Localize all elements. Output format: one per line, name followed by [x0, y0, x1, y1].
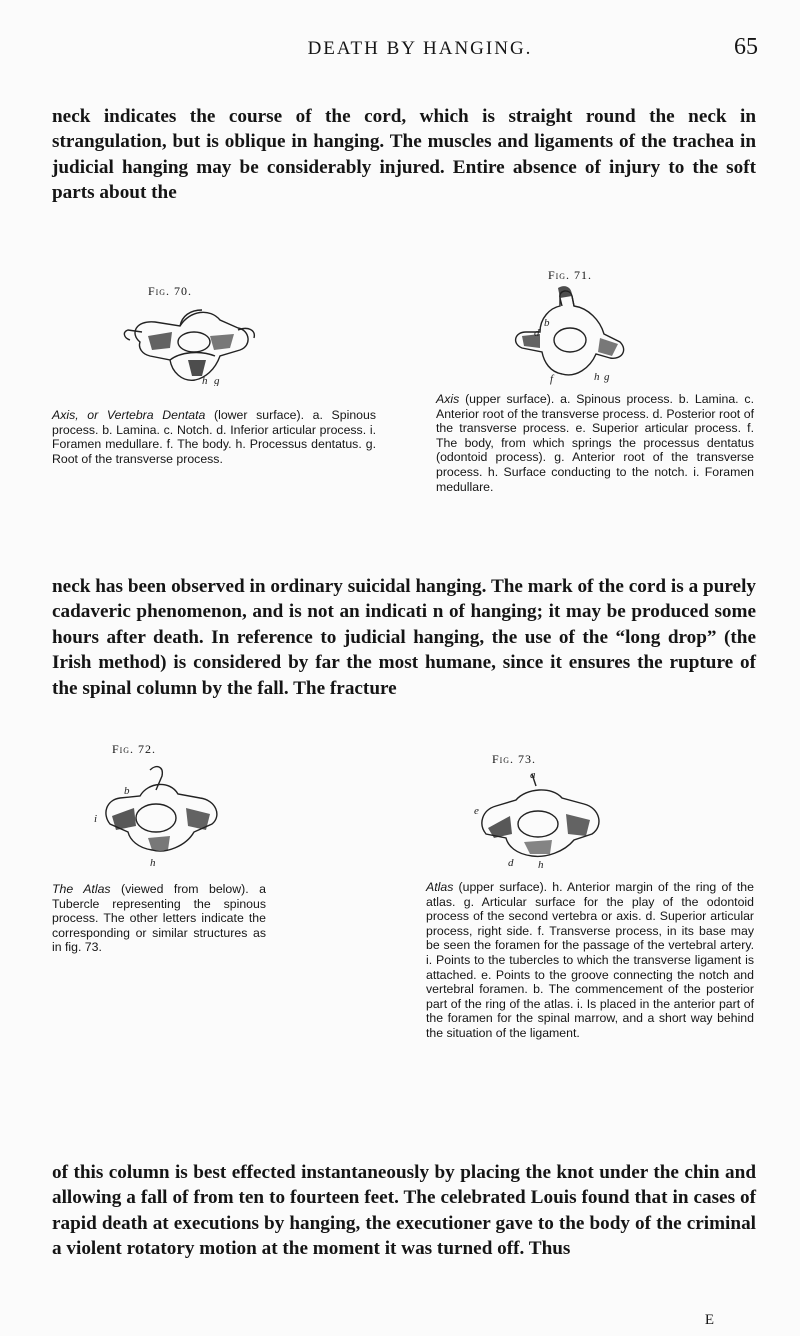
- svg-text:i: i: [94, 813, 98, 825]
- figure-caption-71: [436, 392, 754, 494]
- caption-text-70: (lower surface). a. Spinous process. b. Lamina. c. Notch. d. Inferior articular process. i. Foramen medullare. f. The body. h. Processus dentatus. g. Root of the transverse process.: [52, 408, 376, 466]
- svg-text:g: g: [604, 371, 610, 383]
- svg-text:b: b: [124, 785, 130, 797]
- svg-text:h: h: [150, 857, 156, 869]
- svg-text:b: b: [544, 317, 550, 329]
- svg-text:h: h: [538, 859, 544, 870]
- svg-text:e: e: [474, 805, 479, 817]
- figure-caption-73: [426, 880, 754, 1041]
- figure-caption-72: [52, 882, 266, 955]
- svg-text:d: d: [534, 327, 540, 339]
- caption-title-72: The Atlas: [52, 882, 111, 896]
- figure-label-72: Fig. 72.: [111, 742, 157, 756]
- caption-title-73: Atlas: [426, 880, 454, 894]
- caption-text-73: (upper surface). h. Anterior margin of the ring of the atlas. g. Articular surface for the play of the odontoid process of the second vertebra or axis. d. Superior articular process, right side. f. Transverse process, in its base may be seen the foramen for the passage of the vertebral artery. i. Points to the tubercles to which the transverse ligament is attached. e. Points to the groove connecting the notch and vertebral foramen. b. The commencement of the posterior part of the ring of the atlas. i. Is placed in the anterior part of the foramen for the spinal marrow, and a short way behind the situation of the ligament.: [426, 880, 754, 1040]
- figure-caption-70: [52, 408, 376, 466]
- running-title: DEATH BY HANGING.: [307, 38, 533, 59]
- paragraph-1: neck indicates the course of the cord, which is straight round the neck in strangulation, but is oblique in hanging. The muscles and ligaments of the trachea in judicial hanging may be considerably injured. Entire absence of injury to the soft parts about the: [52, 106, 756, 204]
- caption-text-71: (upper surface). a. Spinous process. b. Lamina. c. Anterior root of the transverse process. d. Posterior root of the transverse process. e. Superior articular process. f. The body, from which springs the processus dentatus (odontoid process). g. Anterior root of the transverse process. h. Surface conducting to the notch. i. Foramen medullare.: [436, 392, 754, 494]
- caption-title-71: Axis: [436, 392, 460, 406]
- page-number: 65: [734, 34, 758, 60]
- svg-text:a: a: [530, 770, 536, 781]
- svg-text:g: g: [214, 375, 220, 386]
- figure-label-73: Fig. 73.: [491, 752, 537, 766]
- atlas-upper-surface-illustration: [470, 770, 610, 870]
- signature-mark: E: [704, 1312, 714, 1328]
- atlas-lower-view-illustration: [90, 760, 230, 872]
- svg-text:f: f: [550, 373, 554, 385]
- svg-text:h: h: [594, 371, 600, 383]
- figure-label-70: Fig. 70.: [147, 284, 193, 298]
- caption-title-70: Axis, or Vertebra Dentata: [52, 408, 206, 422]
- caption-text-72: (viewed from below). a Tubercle representing the spinous process. The other letters indicate the corresponding or similar structures as in fig. 73.: [52, 882, 266, 955]
- running-header: [80, 34, 760, 68]
- svg-text:h: h: [202, 375, 208, 386]
- axis-upper-surface-illustration: [500, 286, 640, 386]
- svg-text:d: d: [508, 857, 514, 869]
- axis-lower-surface-illustration: [110, 300, 270, 386]
- figure-label-71: Fig. 71.: [547, 268, 593, 282]
- paragraph-2: neck has been observed in ordinary suicidal hanging. The mark of the cord is a purely cadaveric phenomenon, and is not an indicati n of hanging; it may be produced some hours after death. In reference to judicial hanging, the use of the “long drop” (the Irish method) is considered by far the most humane, since it ensures the rupture of the spinal column by the fall. The fracture: [52, 576, 756, 699]
- paragraph-3: of this column is best effected instantaneously by placing the knot under the chin and allowing a fall of from ten to fourteen feet. The celebrated Louis found that in cases of rapid death at executions by hanging, the executioner gave to the body of the criminal a violent rotatory motion at the moment it was turned off. Thus: [52, 1162, 756, 1260]
